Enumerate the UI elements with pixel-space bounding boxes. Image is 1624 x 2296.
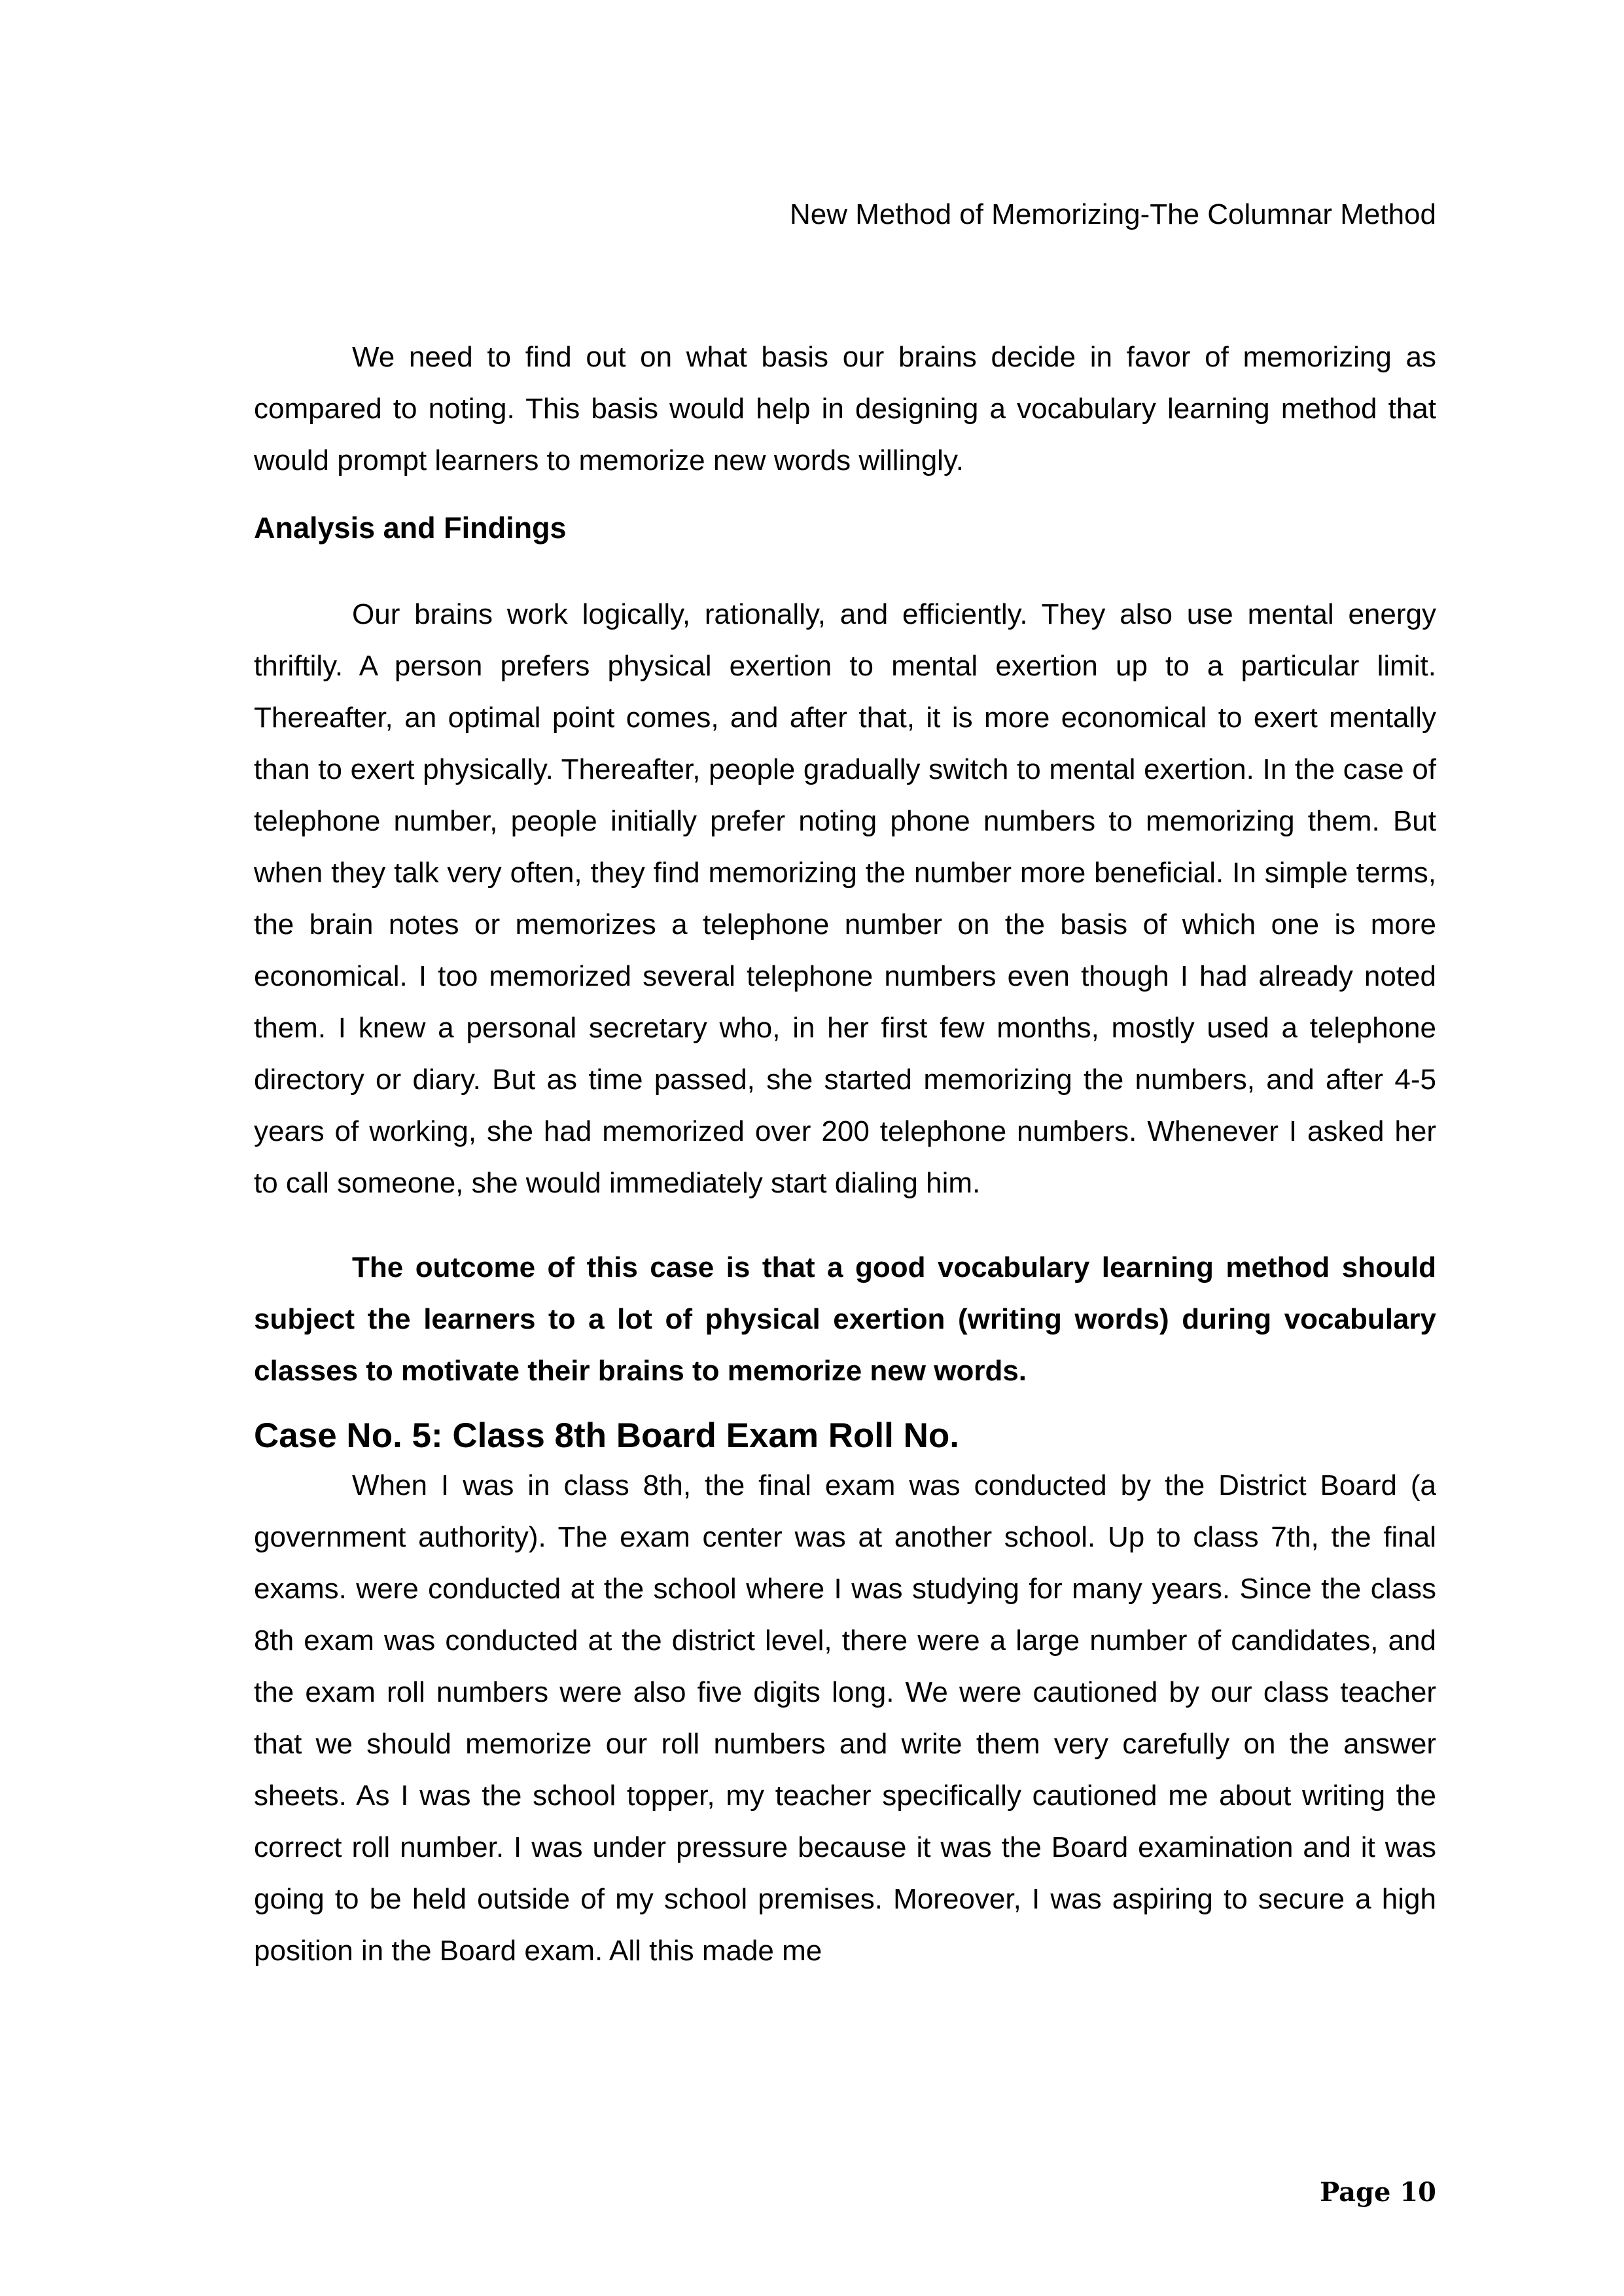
outcome-paragraph: The outcome of this case is that a good vocabulary learning method should subject the learners to a lot of physical exertion (writing words) during vocabulary classes to motivate their brains to memorize new words. [254,1251,1436,1387]
intro-paragraph: We need to find out on what basis our brains decide in favor of memorizing as compared to noting. This basis would help in designing a vocabulary learning method that would prompt learners to memorize new words willingly. [254,341,1436,476]
spacer [254,1397,1436,1415]
page-number: Page 10 [1320,2177,1436,2208]
spacer [254,486,1436,509]
spacer [254,548,1436,588]
spacer [254,1209,1436,1242]
analysis-heading: Analysis and Findings [254,511,567,545]
analysis-paragraph: Our brains work logically, rationally, and efficiently. They also use mental energy thriftily. A person prefers physical exertion to mental exertion up to a particular limit. Thereafter, an optimal point comes, and after that, it is more economical to exert mentally than to exert physically. Thereafter, people gradually switch to mental exertion. In the case of telephone number, people initially prefer noting phone numbers to memorizing them. But when they talk very often, they find memorizing the number more beneficial. In simple terms, the brain notes or memorizes a telephone number on the basis of which one is more economical. I too memorized several telephone numbers even though I had already noted them. I knew a personal secretary who, in her first few months, mostly used a telephone directory or diary. But as time passed, she started memorizing the numbers, and after 4-5 years of working, she had memorized over 200 telephone numbers. Whenever I asked her to call someone, she would immediately start dialing him. [254,598,1436,1199]
case-paragraph: When I was in class 8th, the final exam was conducted by the District Board (a government authority). The exam center was at another school. Up to class 7th, the final exams. were conducted at the school where I was studying for many years. Since the class 8th exam was conducted at the district level, there were a large number of candidates, and the exam roll numbers were also five digits long. We were cautioned by our class teacher that we should memorize our roll numbers and write them very carefully on the answer sheets. As I was the school topper, my teacher specifically cautioned me about writing the correct roll number. I was under pressure because it was the Board examination and it was going to be held outside of my school premises. Moreover, I was aspiring to secure a high position in the Board exam. All this made me [254,1469,1436,1967]
page-body [254,331,1436,1977]
running-header: New Method of Memorizing-The Columnar Method [790,198,1436,230]
case-heading: Case No. 5: Class 8th Board Exam Roll No. [254,1416,959,1455]
